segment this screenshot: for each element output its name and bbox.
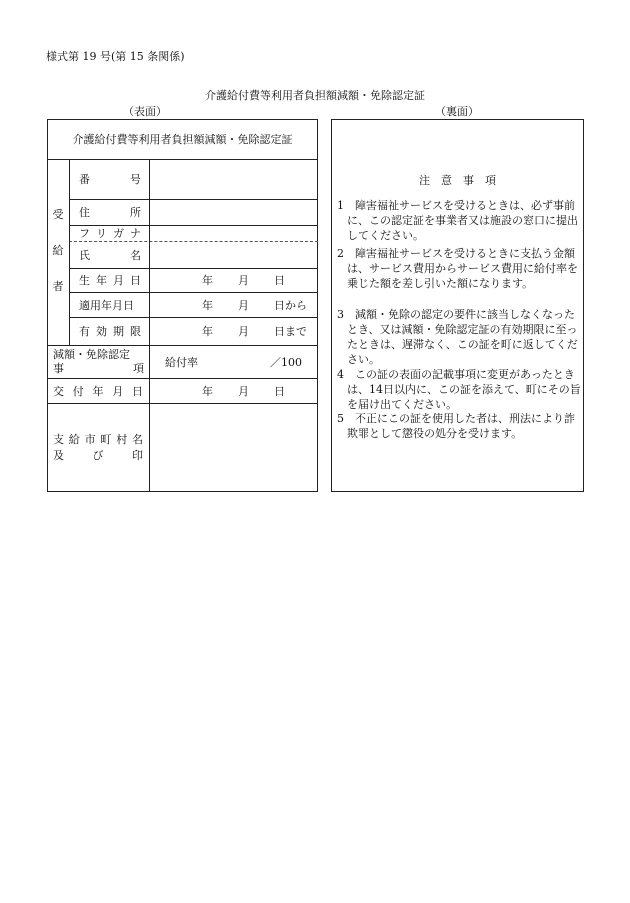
issue-month: 月: [238, 384, 249, 398]
issue-year: 年: [202, 384, 213, 398]
payment-rate-label: 給付率: [165, 355, 198, 369]
recipient-char-3: 者: [52, 280, 64, 293]
reduction-label-char1: 事: [53, 362, 64, 375]
recipient-char-2: 給: [52, 244, 64, 257]
name-field[interactable]: [150, 242, 317, 267]
furigana-label: フ リ ガ ナ: [79, 227, 141, 240]
notes-title: 注 意 事 項: [419, 174, 496, 187]
valid-until: 日まで: [274, 325, 307, 338]
note-item: 3 減額・免除の認定の要件に該当しなくなったとき、又は減額・免除認定証の有効期限に至ったときは、遅滞なく、この証を町に返してください。: [337, 308, 578, 366]
valid-month: 月: [238, 325, 249, 338]
furigana-field[interactable]: [150, 226, 317, 240]
number-label: 番 号: [79, 173, 141, 186]
recipient-char-1: 受: [52, 208, 64, 221]
issuer-seal-field[interactable]: [150, 404, 317, 491]
issuer-label-line1: 支 給 市 町 村 名: [53, 433, 143, 446]
reduction-label-line1: 減額・免除認定: [53, 348, 130, 361]
birth-day: 日: [274, 274, 285, 287]
form-number: 様式第 19 号(第 15 条関係): [46, 50, 185, 63]
issue-day: 日: [274, 384, 285, 398]
name-label: 氏 名: [79, 248, 141, 262]
note-item: 4 この証の表面の記載事項に変更があったときは、14日以内に、この証を添えて、町にその旨を届け出てください。: [337, 368, 581, 411]
document-title: 介護給付費等利用者負担額減額・免除認定証: [205, 89, 425, 102]
payment-rate-value: ／100: [270, 355, 302, 369]
apply-year: 年: [202, 298, 213, 312]
reduction-label-char2: 項: [133, 362, 144, 375]
number-field[interactable]: [150, 160, 317, 198]
address-label: 住 所: [79, 206, 141, 219]
birth-month: 月: [238, 274, 249, 287]
birth-year: 年: [202, 274, 213, 287]
valid-year: 年: [202, 325, 213, 338]
issue-date-label: 交 付 年 月 日: [53, 384, 143, 398]
issuer-label-line2: 及 び 印: [53, 449, 143, 462]
apply-date-label: 適用年月日: [79, 298, 134, 312]
apply-month: 月: [238, 298, 249, 312]
front-label: （表面）: [123, 105, 167, 118]
note-item: 5 不正にこの証を使用した者は、刑法により詐欺罪として懲役の処分を受けます。: [337, 412, 575, 440]
back-label: （裏面）: [435, 105, 479, 118]
valid-until-label: 有 効 期 限: [79, 325, 141, 338]
birth-label: 生 年 月 日: [79, 274, 141, 287]
card-title: 介護給付費等利用者負担額減額・免除認定証: [72, 133, 293, 146]
address-field[interactable]: [150, 200, 317, 224]
note-item: 2 障害福祉サービスを受けるときに支払う金額は、サービス費用からサービス費用に給付率を乗じた額を差し引いた額になります。: [337, 247, 578, 290]
note-item: 1 障害福祉サービスを受けるときは、必ず事前に、この認定証を事業者又は施設の窓口に提出してください。: [337, 199, 578, 242]
apply-from: 日から: [274, 298, 307, 312]
